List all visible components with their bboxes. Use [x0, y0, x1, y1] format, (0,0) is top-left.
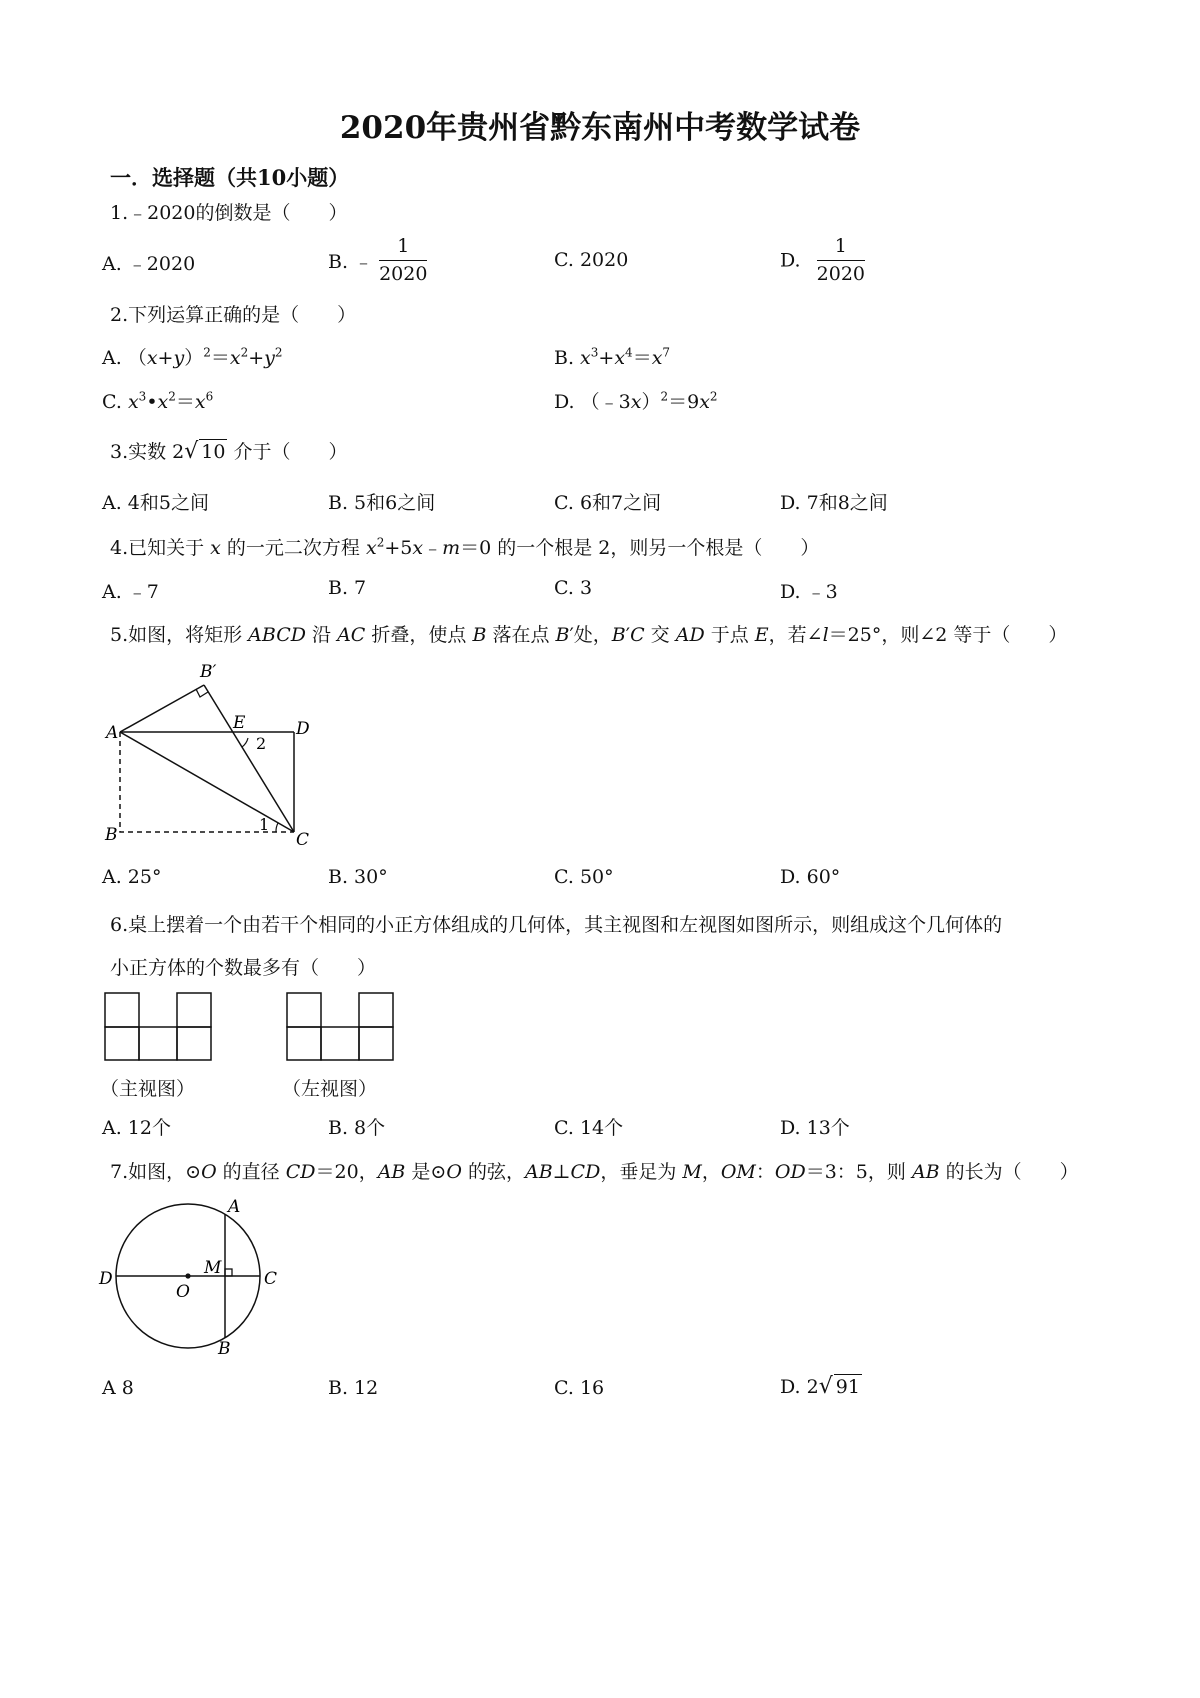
q1-option-d — [780, 236, 865, 285]
q6-left-view-caption: （左视图） — [282, 1078, 378, 1100]
q3-stem-suffix: 介于（ ） — [233, 441, 348, 463]
q2-option-b: B. $x^3+x^4=x^7$ — [554, 345, 671, 369]
q7-option-a: A 8 — [102, 1377, 134, 1399]
q7-option-c: C. 16 — [554, 1377, 605, 1399]
q5-angle-1-arc — [276, 823, 278, 832]
q6-front-view — [104, 992, 214, 1062]
q1-option-b-denominator: 2020 — [379, 262, 428, 285]
q1-option-b-prefix: B. ﹣ — [328, 250, 374, 273]
q1-option-d-prefix: D. — [780, 249, 801, 272]
q1-option-a: A. ﹣2020 — [102, 253, 196, 275]
q6-option-a: A. 12个 — [102, 1117, 171, 1139]
q6-option-c: C. 14个 — [554, 1117, 624, 1139]
q5-edge-b-prime-c — [204, 685, 294, 832]
q6-stem-line-2: 小正方体的个数最多有（ ） — [110, 957, 377, 979]
section-heading: 一．选择题（共10小题） — [110, 165, 350, 190]
q5-right-angle-mark — [196, 689, 208, 697]
q5-label-a: A — [106, 723, 119, 743]
q6-option-d: D. 13个 — [780, 1117, 850, 1139]
q6-stem-line-1: 6.桌上摆着一个由若干个相同的小正方体组成的几何体，其主视图和左视图如图所示，则组成这个几何体的 — [110, 914, 1003, 936]
q5-label-b: B — [105, 825, 118, 845]
q7-center-point — [185, 1273, 190, 1278]
q5-label-e: E — [233, 713, 246, 733]
q5-option-d: D. 60° — [780, 866, 841, 888]
q2-stem: 2.下列运算正确的是（ ） — [110, 304, 357, 326]
q1-option-b-numerator: 1 — [379, 236, 427, 261]
q3-stem-prefix: 3.实数 2 — [110, 441, 185, 463]
q5-option-a: A. 25° — [102, 866, 162, 888]
q2-option-a: A. $(x+y)^2=x^2+y^2$ — [102, 345, 283, 369]
q2-option-d: D. $(﹣3x)^2=9x^2$ — [554, 389, 718, 413]
q7-option-d — [780, 1374, 862, 1399]
page-title: 2020年贵州省黔东南州中考数学试卷 — [339, 110, 861, 146]
q5-stem: 5.如图，将矩形 ABCD 沿 AC 折叠，使点 B 落在点 B′处，B′C 交 AD 于点 E，若∠l＝25°，则∠2 等于（ ） — [110, 624, 1068, 646]
q7-figure — [96, 1194, 296, 1364]
q1-option-b — [328, 236, 427, 285]
q7-option-b: B. 12 — [328, 1377, 379, 1399]
q7-label-d: D — [99, 1269, 113, 1289]
q5-label-d: D — [296, 719, 310, 739]
q7-label-o: O — [176, 1282, 190, 1302]
q1-stem: 1.﹣2020的倒数是（ ） — [110, 202, 348, 224]
q3-option-b: B. 5和6之间 — [328, 492, 436, 514]
radical-sign: √ — [184, 439, 199, 464]
q4-option-d: D. ﹣3 — [780, 581, 838, 603]
q3-stem — [110, 437, 348, 464]
q7-label-b: B — [218, 1339, 231, 1359]
q1-option-d-numerator: 1 — [817, 236, 865, 261]
q7-label-c: C — [264, 1269, 278, 1289]
q3-option-c: C. 6和7之间 — [554, 492, 662, 514]
q4-option-b: B. 7 — [328, 577, 367, 599]
q6-left-view — [286, 992, 396, 1062]
q6-option-b: B. 8个 — [328, 1117, 386, 1139]
q1-option-d-fraction — [817, 236, 865, 285]
q5-figure — [100, 655, 330, 850]
q5-label-angle-2: 2 — [256, 734, 267, 753]
q2-option-c: C. $x^3•x^2=x^6$ — [102, 389, 214, 413]
q5-angle-2-arc — [242, 738, 248, 747]
q5-label-c: C — [296, 830, 310, 850]
q3-radicand: 10 — [201, 441, 226, 463]
q1-option-d-denominator: 2020 — [816, 262, 866, 285]
q5-option-b: B. 30° — [328, 866, 388, 888]
q5-edge-ab-prime — [120, 685, 204, 732]
radical-sign: √ — [818, 1374, 833, 1399]
q1-option-c: C. 2020 — [554, 249, 629, 271]
q7-stem: 7.如图，⊙O 的直径 CD＝20，AB 是⊙O 的弦，AB⊥CD，垂足为 M，OM：OD＝3：5，则 AB 的长为（ ） — [110, 1161, 1079, 1183]
q5-option-c: C. 50° — [554, 866, 614, 888]
q7-right-angle-mark — [225, 1269, 232, 1276]
q6-front-view-caption: （主视图） — [100, 1078, 196, 1100]
q4-stem: 4.已知关于 x 的一元二次方程 $x^2+5x﹣m=0$ 的一个根是 2，则另一个根是（ ） — [110, 535, 820, 559]
q5-label-b-prime: B′ — [200, 662, 217, 682]
q3-option-d: D. 7和8之间 — [780, 492, 888, 514]
q1-option-b-fraction — [379, 236, 427, 285]
q5-label-angle-1: 1 — [259, 815, 270, 834]
q3-option-a: A. 4和5之间 — [102, 492, 209, 514]
q4-option-a: A. ﹣7 — [102, 581, 159, 603]
q7-label-a: A — [228, 1197, 241, 1217]
q7-option-d-radicand: 91 — [835, 1376, 860, 1398]
q7-option-d-prefix: D. 2 — [780, 1376, 819, 1398]
q4-option-c: C. 3 — [554, 577, 593, 599]
q7-label-m: M — [204, 1258, 222, 1278]
